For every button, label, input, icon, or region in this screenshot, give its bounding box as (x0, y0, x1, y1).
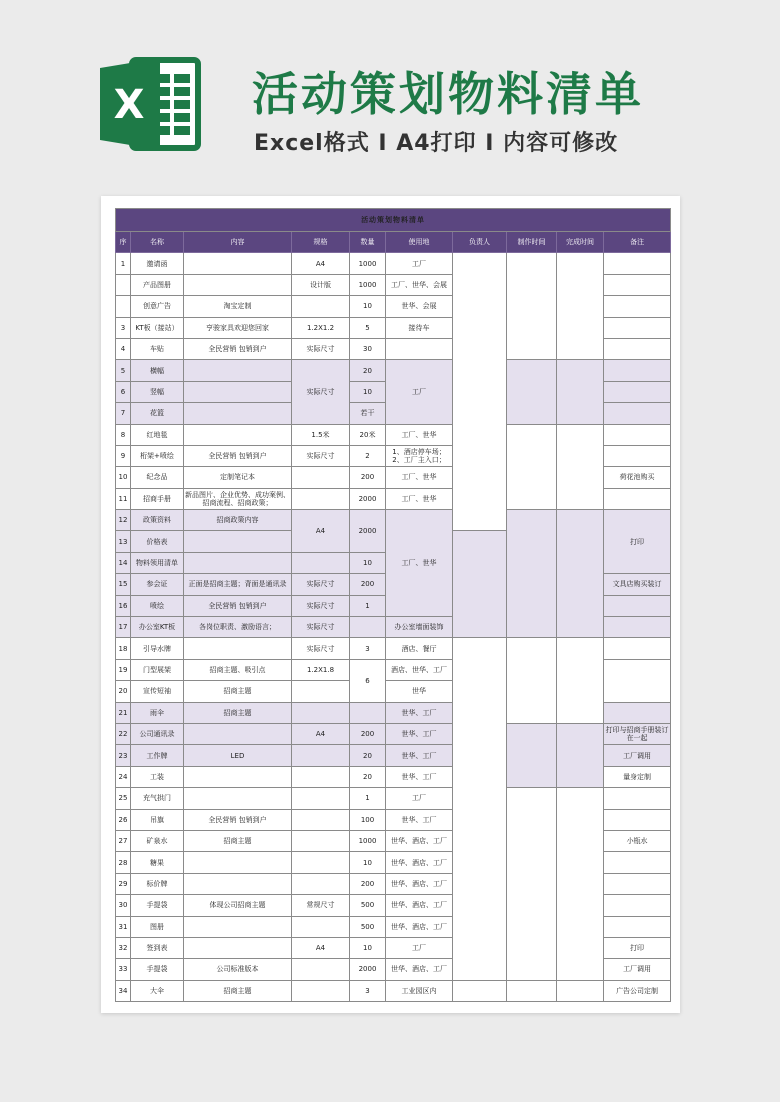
cell-done (557, 723, 604, 787)
cell-spec: 实际尺寸 (292, 360, 350, 424)
cell-name: 工作牌 (131, 745, 184, 766)
col-header: 完成时间 (557, 232, 604, 253)
cell-remark: 文具店购买装订 (604, 574, 671, 595)
cell-place: 世华、酒店、工厂 (386, 873, 453, 894)
table-header-row (116, 232, 671, 253)
cell-remark (604, 809, 671, 830)
cell-spec: A4 (292, 253, 350, 274)
cell-no: 6 (116, 381, 131, 402)
cell-content: LED (184, 745, 292, 766)
cell-qty: 10 (350, 937, 386, 958)
cell-remark (604, 659, 671, 702)
cell-content (184, 788, 292, 809)
cell-no: 29 (116, 873, 131, 894)
cell-no: 18 (116, 638, 131, 659)
cell-no: 25 (116, 788, 131, 809)
cell-content (184, 274, 292, 295)
cell-qty: 1000 (350, 253, 386, 274)
table-row (116, 360, 671, 381)
cell-spec: 实际尺寸 (292, 338, 350, 359)
cell-qty: 200 (350, 467, 386, 488)
cell-spec (292, 296, 350, 317)
cell-made (507, 980, 557, 1001)
cell-content: 招商政策内容 (184, 510, 292, 531)
cell-no: 26 (116, 809, 131, 830)
cell-name: 竖幅 (131, 381, 184, 402)
cell-spec (292, 488, 350, 509)
cell-place: 1、酒店停车场；2、工厂主入口； (386, 445, 453, 466)
cell-no: 8 (116, 424, 131, 445)
cell-content (184, 403, 292, 424)
col-header: 数量 (350, 232, 386, 253)
cell-name: 签到表 (131, 937, 184, 958)
cell-name: 产品图册 (131, 274, 184, 295)
cell-spec: 设计版 (292, 274, 350, 295)
cell-spec (292, 467, 350, 488)
table-row (116, 638, 671, 659)
cell-place: 工厂、世华 (386, 467, 453, 488)
cell-remark: 工厂调用 (604, 745, 671, 766)
cell-name: 车贴 (131, 338, 184, 359)
cell-qty: 1000 (350, 830, 386, 851)
cell-place: 世华、工厂 (386, 745, 453, 766)
table-row (116, 788, 671, 809)
table-row (116, 723, 671, 744)
cell-place: 工厂 (386, 937, 453, 958)
cell-qty: 20 (350, 360, 386, 381)
cell-qty: 20米 (350, 424, 386, 445)
cell-qty: 3 (350, 980, 386, 1001)
cell-remark (604, 617, 671, 638)
cell-qty (350, 617, 386, 638)
cell-no: 17 (116, 617, 131, 638)
cell-qty: 2 (350, 445, 386, 466)
cell-remark (604, 788, 671, 809)
cell-content: 全民营销 包销到户 (184, 595, 292, 616)
cell-qty: 6 (350, 659, 386, 702)
cell-content: 公司标准版本 (184, 959, 292, 980)
cell-qty: 3 (350, 638, 386, 659)
col-header: 负责人 (453, 232, 507, 253)
cell-content (184, 638, 292, 659)
cell-content (184, 531, 292, 552)
cell-no: 32 (116, 937, 131, 958)
cell-place: 工厂 (386, 788, 453, 809)
cell-made (507, 510, 557, 638)
cell-spec (292, 702, 350, 723)
table-row (116, 253, 671, 274)
cell-name: 邀请函 (131, 253, 184, 274)
cell-qty: 100 (350, 809, 386, 830)
cell-no: 27 (116, 830, 131, 851)
cell-no: 16 (116, 595, 131, 616)
cell-name: KT板（接站） (131, 317, 184, 338)
cell-remark: 打印与招商手册装订在一起 (604, 723, 671, 744)
cell-no: 5 (116, 360, 131, 381)
cell-no: 15 (116, 574, 131, 595)
cell-no: 9 (116, 445, 131, 466)
cell-place: 工厂、世华 (386, 488, 453, 509)
cell-qty: 30 (350, 338, 386, 359)
cell-name: 喷绘 (131, 595, 184, 616)
cell-no: 4 (116, 338, 131, 359)
cell-no: 28 (116, 852, 131, 873)
cell-qty: 200 (350, 723, 386, 744)
cell-name: 标价牌 (131, 873, 184, 894)
cell-content (184, 852, 292, 873)
cell-no: 10 (116, 467, 131, 488)
page-subtitle: Excel格式 I A4打印 I 内容可修改 (254, 131, 619, 156)
cell-spec: 实际尺寸 (292, 617, 350, 638)
cell-place: 办公室墙面装饰 (386, 617, 453, 638)
cell-place: 世华、工厂 (386, 809, 453, 830)
cell-no: 24 (116, 766, 131, 787)
cell-made (507, 360, 557, 424)
cell-no: 30 (116, 895, 131, 916)
cell-place: 接待车 (386, 317, 453, 338)
cell-place: 世华、酒店、工厂 (386, 916, 453, 937)
cell-spec (292, 745, 350, 766)
cell-qty: 10 (350, 296, 386, 317)
cell-spec: A4 (292, 723, 350, 744)
cell-made (507, 424, 557, 510)
cell-name: 纪念品 (131, 467, 184, 488)
cell-content: 定制笔记本 (184, 467, 292, 488)
cell-qty: 5 (350, 317, 386, 338)
cell-no: 19 (116, 659, 131, 680)
cell-done (557, 638, 604, 724)
cell-no: 12 (116, 510, 131, 531)
cell-made (507, 638, 557, 724)
col-header: 规格 (292, 232, 350, 253)
cell-qty: 若干 (350, 403, 386, 424)
cell-made (507, 723, 557, 787)
cell-place: 酒店、餐厅 (386, 638, 453, 659)
cell-qty: 500 (350, 916, 386, 937)
cell-name: 糖果 (131, 852, 184, 873)
cell-name: 物料领用清单 (131, 552, 184, 573)
cell-name: 手提袋 (131, 895, 184, 916)
cell-place (386, 338, 453, 359)
cell-no: 3 (116, 317, 131, 338)
cell-spec (292, 681, 350, 702)
cell-place: 酒店、世华、工厂 (386, 659, 453, 680)
page-title: 活动策划物料清单 (252, 67, 644, 121)
col-header: 备注 (604, 232, 671, 253)
cell-content (184, 937, 292, 958)
cell-spec (292, 980, 350, 1001)
cell-content: 招商主题 (184, 681, 292, 702)
cell-name: 引导水牌 (131, 638, 184, 659)
cell-spec: A4 (292, 937, 350, 958)
cell-place: 世华、酒店、工厂 (386, 852, 453, 873)
cell-remark (604, 852, 671, 873)
cell-qty: 10 (350, 381, 386, 402)
cell-name: 政策资料 (131, 510, 184, 531)
cell-spec: 实际尺寸 (292, 445, 350, 466)
cell-remark: 小瓶水 (604, 830, 671, 851)
cell-done (557, 424, 604, 510)
cell-spec (292, 959, 350, 980)
cell-remark (604, 595, 671, 616)
cell-name: 红地毯 (131, 424, 184, 445)
cell-content (184, 723, 292, 744)
cell-no: 14 (116, 552, 131, 573)
cell-content: 招商主题 (184, 702, 292, 723)
cell-content (184, 381, 292, 402)
cell-place: 工厂、世华、会展 (386, 274, 453, 295)
excel-logo-icon (98, 56, 202, 152)
cell-place: 世华、酒店、工厂 (386, 959, 453, 980)
cell-content: 全民营销 包销到户 (184, 809, 292, 830)
cell-no: 11 (116, 488, 131, 509)
cell-remark (604, 873, 671, 894)
cell-no: 23 (116, 745, 131, 766)
cell-name: 图册 (131, 916, 184, 937)
cell-remark: 打印 (604, 510, 671, 574)
logo-letter: X (113, 82, 145, 128)
cell-name: 吊旗 (131, 809, 184, 830)
cell-spec: A4 (292, 510, 350, 553)
col-header: 内容 (184, 232, 292, 253)
cell-qty: 20 (350, 766, 386, 787)
cell-content: 招商主题 (184, 830, 292, 851)
cell-place: 工厂、世华 (386, 424, 453, 445)
cell-no (116, 274, 131, 295)
cell-place: 世华、工厂 (386, 702, 453, 723)
cell-name: 工装 (131, 766, 184, 787)
cell-content: 全民营销 包销到户 (184, 445, 292, 466)
cell-remark (604, 424, 671, 445)
material-table (115, 208, 671, 1002)
cell-done (557, 510, 604, 638)
cell-content (184, 766, 292, 787)
cell-place: 世华、酒店、工厂 (386, 895, 453, 916)
cell-qty: 1000 (350, 274, 386, 295)
cell-owner (453, 253, 507, 531)
cell-content (184, 916, 292, 937)
cell-qty: 200 (350, 873, 386, 894)
table-row (116, 510, 671, 531)
cell-remark (604, 253, 671, 274)
cell-owner (453, 638, 507, 980)
cell-qty: 200 (350, 574, 386, 595)
cell-remark: 工厂调用 (604, 959, 671, 980)
spreadsheet-page (101, 196, 680, 1013)
cell-name: 办公室KT板 (131, 617, 184, 638)
cell-remark (604, 895, 671, 916)
cell-qty: 1 (350, 788, 386, 809)
col-header: 序 (116, 232, 131, 253)
cell-name: 矿泉水 (131, 830, 184, 851)
cell-spec: 1.5米 (292, 424, 350, 445)
cell-qty: 2000 (350, 959, 386, 980)
cell-qty: 2000 (350, 510, 386, 553)
cell-content: 亨骏家具欢迎您回家 (184, 317, 292, 338)
cell-content (184, 253, 292, 274)
cell-remark (604, 317, 671, 338)
cell-content: 新品图片、企业优势、成功案例、招商流程、招商政策； (184, 488, 292, 509)
cell-done (557, 253, 604, 360)
cell-spec (292, 766, 350, 787)
cell-name: 参会证 (131, 574, 184, 595)
cell-spec: 实际尺寸 (292, 574, 350, 595)
cell-content: 各岗位职责、激励语言； (184, 617, 292, 638)
cell-content: 全民营销 包销到户 (184, 338, 292, 359)
cell-content: 体现公司招商主题 (184, 895, 292, 916)
cell-name: 创意广告 (131, 296, 184, 317)
table-row (116, 424, 671, 445)
cell-spec (292, 916, 350, 937)
cell-name: 招商手册 (131, 488, 184, 509)
cell-made (507, 788, 557, 981)
cell-no: 34 (116, 980, 131, 1001)
cell-name: 雨伞 (131, 702, 184, 723)
cell-name: 公司通讯录 (131, 723, 184, 744)
cell-spec (292, 788, 350, 809)
cell-owner (453, 531, 507, 638)
cell-name: 门型展架 (131, 659, 184, 680)
cell-qty: 1 (350, 595, 386, 616)
cell-made (507, 253, 557, 360)
cell-qty: 10 (350, 552, 386, 573)
cell-done (557, 360, 604, 424)
cell-name: 宣传短袖 (131, 681, 184, 702)
cell-no: 1 (116, 253, 131, 274)
cell-spec (292, 809, 350, 830)
cell-no: 20 (116, 681, 131, 702)
cell-qty: 2000 (350, 488, 386, 509)
col-header: 制作时间 (507, 232, 557, 253)
cell-content (184, 360, 292, 381)
cell-remark (604, 296, 671, 317)
cell-place: 世华、会展 (386, 296, 453, 317)
cell-spec (292, 552, 350, 573)
cell-content: 招商主题、吸引点 (184, 659, 292, 680)
cell-no: 21 (116, 702, 131, 723)
cell-qty: 500 (350, 895, 386, 916)
cell-content: 招商主题 (184, 980, 292, 1001)
table-row (116, 980, 671, 1001)
cell-name: 手提袋 (131, 959, 184, 980)
cell-place: 世华 (386, 681, 453, 702)
cell-spec: 实际尺寸 (292, 595, 350, 616)
cell-content (184, 873, 292, 894)
cell-remark (604, 381, 671, 402)
cell-qty (350, 702, 386, 723)
cell-spec: 1.2X1.2 (292, 317, 350, 338)
cell-place: 世华、酒店、工厂 (386, 830, 453, 851)
cell-remark (604, 338, 671, 359)
cell-remark (604, 638, 671, 659)
cell-spec: 常规尺寸 (292, 895, 350, 916)
cell-place: 工业园区内 (386, 980, 453, 1001)
cell-no: 31 (116, 916, 131, 937)
cell-remark: 广告公司定制 (604, 980, 671, 1001)
cell-remark (604, 916, 671, 937)
cell-spec (292, 873, 350, 894)
cell-no (116, 296, 131, 317)
cell-spec (292, 830, 350, 851)
table-title: 活动策划物料清单 (116, 209, 671, 232)
cell-done (557, 788, 604, 981)
cell-name: 价格表 (131, 531, 184, 552)
cell-content: 淘宝定制 (184, 296, 292, 317)
cell-no: 33 (116, 959, 131, 980)
cell-no: 13 (116, 531, 131, 552)
cell-spec (292, 852, 350, 873)
cell-spec: 实际尺寸 (292, 638, 350, 659)
cell-place: 工厂 (386, 253, 453, 274)
cell-place: 工厂 (386, 360, 453, 424)
cell-remark (604, 702, 671, 723)
cell-place: 世华、工厂 (386, 766, 453, 787)
col-header: 名称 (131, 232, 184, 253)
cell-remark (604, 403, 671, 424)
col-header: 使用地 (386, 232, 453, 253)
cell-owner (453, 980, 507, 1001)
cell-qty: 20 (350, 745, 386, 766)
cell-no: 7 (116, 403, 131, 424)
cell-remark: 荷花池购买 (604, 467, 671, 488)
cell-remark: 打印 (604, 937, 671, 958)
cell-remark (604, 360, 671, 381)
cell-name: 充气拱门 (131, 788, 184, 809)
cell-content (184, 424, 292, 445)
table-body (116, 253, 671, 1002)
cell-spec: 1.2X1.8 (292, 659, 350, 680)
cell-qty: 10 (350, 852, 386, 873)
cell-place: 工厂、世华 (386, 510, 453, 617)
cell-remark (604, 274, 671, 295)
cell-name: 横幅 (131, 360, 184, 381)
cell-name: 桁架+喷绘 (131, 445, 184, 466)
cell-name: 大伞 (131, 980, 184, 1001)
cell-remark (604, 445, 671, 466)
cell-content (184, 552, 292, 573)
cell-remark (604, 488, 671, 509)
cell-remark: 量身定制 (604, 766, 671, 787)
cell-place: 世华、工厂 (386, 723, 453, 744)
cell-name: 花篮 (131, 403, 184, 424)
cell-no: 22 (116, 723, 131, 744)
cell-content: 正面是招商主题；背面是通讯录 (184, 574, 292, 595)
cell-done (557, 980, 604, 1001)
